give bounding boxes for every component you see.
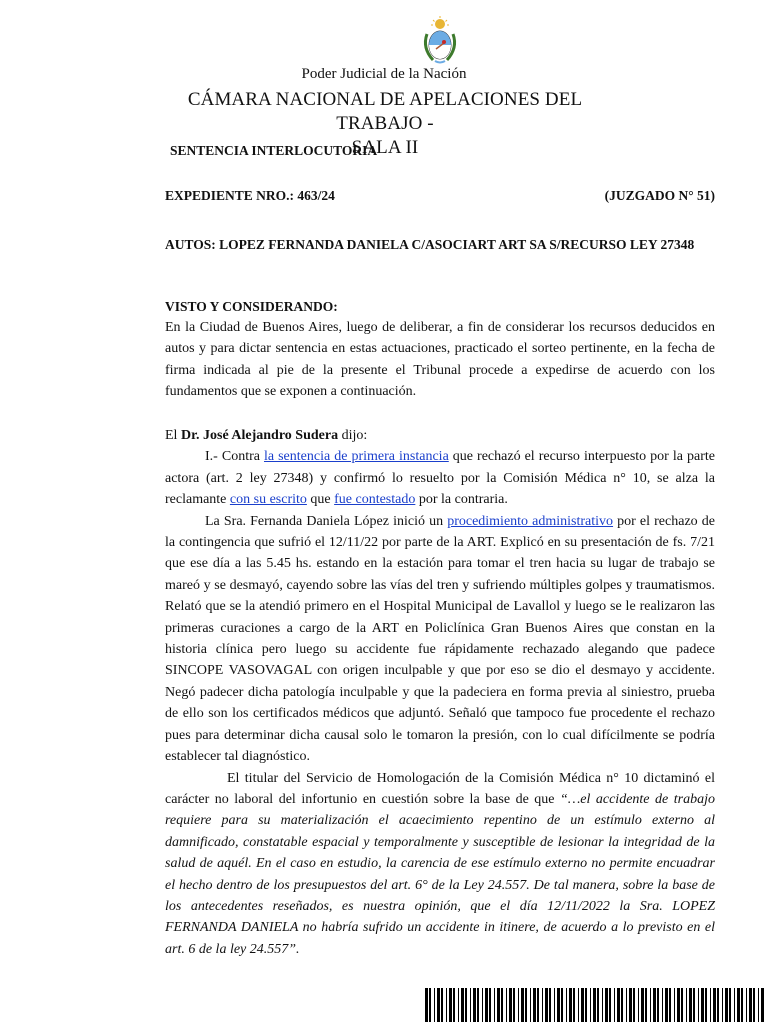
judge-intro: El Dr. José Alejandro Sudera dijo: [165,428,368,443]
first-instance-ruling-link[interactable]: la sentencia de primera instancia [263,449,449,465]
administrative-procedure-link[interactable]: procedimiento administrativo [447,513,614,529]
institution-name: Poder Judicial de la Nación [301,66,467,82]
paragraph-facts: La Sra. Fernanda Daniela López inició un procedimiento administrativo por el rechazo de la contingencia que sufrió el 12/11/22 por parte de la ART. Explicó en su presentación de fs. 7/21 que ese día a las 5.45 hs. estando en la estación para tomar el tren hacia su lugar de trabajo se mareó y se desmayó, cayendo sobre las vías del tren y sufriendo múltiples golpes y traumatismos. Relató que se la atendió primero en el Hospital Municipal de Lavallol y luego se le realizaron las primeras curaciones a cargo de la ART en Policlínica Gran Buenos Aires que constan en la historia clínica pero luego su accidente fue rápidamente rechazado alegando que padece SINCOPE VASOVAGAL con origen inculpable y que por eso se dio el desmayo y accidente. Negó padecer dicha patología inculpable y que la padeciera en forma previa al siniestro, prueba de ello son los certificados médicos que adjuntó. Señaló que tampoco fue procedente el rechazo pues para determinar dicha causal solo le tomaron la presión, con lo cual difícilmente se podría establecer tal diagnóstico. [165,513,715,765]
argentina-coat-of-arms-icon [419,16,461,64]
medical-commission-quote: “…el accidente de trabajo requiere para su materialización el acaecimiento repentino de un estímulo externo al damnificado, constatable espacial y temporalmente y susceptible de lesionar la integridad de la salud de aquél. En el caso en estudio, la carencia de ese estímulo externo no permite encuadrar el hecho dentro de los presupuestos del art. 6° de la Ley 24.557. De tal manera, sobre la base de los antecedentes reseñados, es nuestra opinión, que el día 12/11/2022 la Sra. LOPEZ FERNANDA DANIELA no habría sufrido un accidente in itinere, de acuerdo a lo previsto en el art. 6 de la ley 24.557”. [165,791,715,957]
considerations-section [165,297,715,403]
court-name-line-2: SALA II [351,137,419,158]
appeal-brief-link[interactable]: con su escrito [229,492,307,508]
document-type: SENTENCIA INTERLOCUTORIA [170,143,378,158]
paragraph-appeal: I.- Contra la sentencia de primera instancia que rechazó el recurso interpuesto por la parte actora (art. 2 ley 27348) y confirmó lo resuelto por la Comisión Médica n° 10, se alza la reclamante con su escrito que fue contestado por la contraria. [165,449,715,508]
court-name-line-1: CÁMARA NACIONAL DE APELACIONES DEL TRABAJO - [187,89,583,134]
paragraph-medical-commission: El titular del Servicio de Homologación de la Comisión Médica n° 10 dictaminó el carácter no laboral del infortunio en cuestión sobre la base de que “…el accidente de trabajo requiere para su materialización el acaecimiento repentino de un estímulo externo al damnificado, constatable espacial y temporalmente y susceptible de lesionar la integridad de la salud de aquél. En el caso en estudio, la carencia de ese estímulo externo no permite encuadrar el hecho dentro de los presupuestos del art. 6° de la Ley 24.557. De tal manera, sobre la base de los antecedentes reseñados, es nuestra opinión, que el día 12/11/2022 la Sra. LOPEZ FERNANDA DANIELA no habría sufrido un accidente in itinere, de acuerdo a lo previsto en el art. 6 de la ley 24.557”. [165,770,715,957]
court-number: (JUZGADO N° 51) [604,188,715,203]
judge-name: Dr. José Alejandro Sudera [180,428,339,443]
case-number: EXPEDIENTE NRO.: 463/24 [165,188,335,203]
visto-heading: VISTO Y CONSIDERANDO: [165,299,338,314]
paragraph-intro: En la Ciudad de Buenos Aires, luego de deliberar, a fin de considerar los recursos deducidos en autos y para dictar sentencia en estas actuaciones, practicado el sorteo pertinente, en la fecha de firma indicada al pie de la presente el Tribunal procede a expedirse de acuerdo con los fundamentos que se exponen a continuación. [165,320,715,400]
case-number-row [165,188,715,204]
judge-opinion [165,425,715,960]
case-caption: AUTOS: LOPEZ FERNANDA DANIELA C/ASOCIART ART SA S/RECURSO LEY 27348 [165,237,695,252]
barcode-icon [425,988,765,1022]
reply-brief-link[interactable]: fue contestado [334,492,416,508]
